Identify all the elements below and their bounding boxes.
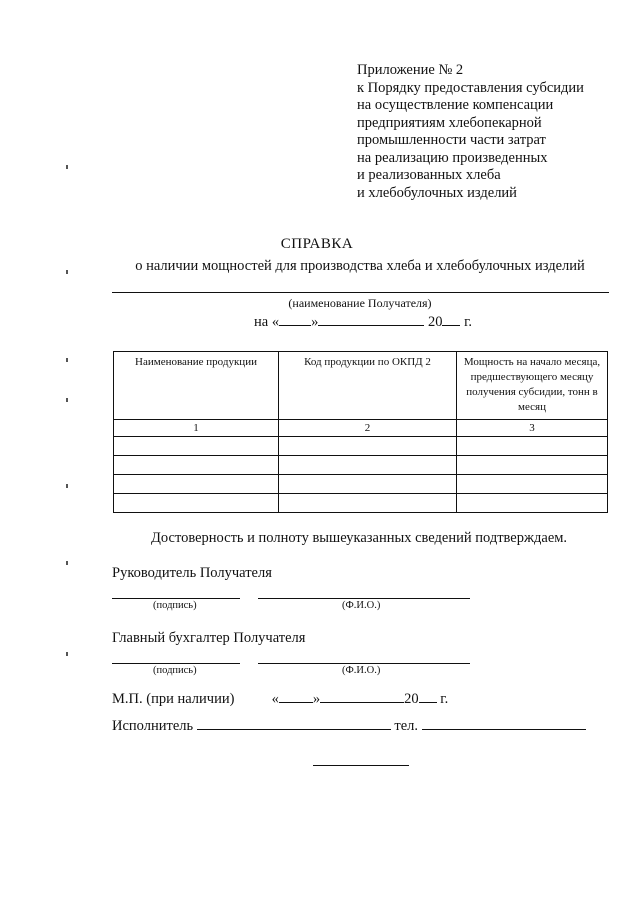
- executor-line: [112, 717, 586, 735]
- table-cell[interactable]: [457, 437, 608, 456]
- scan-mark: [66, 270, 68, 274]
- table-cell[interactable]: [114, 494, 279, 513]
- date-suffix: г.: [464, 314, 473, 330]
- table-cell[interactable]: [279, 456, 457, 475]
- head-signature-caption: (подпись): [153, 600, 197, 611]
- scan-mark: [66, 484, 68, 488]
- header-capacity: Мощность на начало месяца, предшествующего месяцу получения субсидии, тонн в месяц: [457, 352, 608, 420]
- scan-mark: [66, 561, 68, 565]
- head-fio-line[interactable]: [258, 598, 470, 599]
- scan-mark: [66, 652, 68, 656]
- date-year-prefix: 20: [427, 314, 443, 330]
- phone-label: тел.: [394, 718, 418, 734]
- header-product-code: Код продукции по ОКПД 2: [279, 352, 457, 420]
- phone-blank[interactable]: [422, 717, 586, 730]
- appendix-line: к Порядку предоставления субсидии: [357, 79, 584, 96]
- table-row: [114, 456, 608, 475]
- column-number: 1: [114, 420, 279, 437]
- appendix-line: промышленности части затрат: [357, 132, 546, 148]
- stamp-label: М.П. (при наличии): [112, 691, 235, 707]
- date-line: [254, 313, 472, 331]
- stamp-line: [112, 690, 448, 708]
- head-fio-caption: (Ф.И.О.): [342, 600, 381, 611]
- table-number-row: [114, 420, 608, 437]
- table-row: [114, 475, 608, 494]
- scan-mark: [66, 165, 68, 169]
- table-cell[interactable]: [457, 456, 608, 475]
- month-blank: [318, 313, 424, 326]
- stamp-quote-open: «: [271, 691, 279, 707]
- stamp-quote-close: »: [312, 691, 321, 707]
- table-cell[interactable]: [114, 475, 279, 494]
- column-number: 2: [279, 420, 457, 437]
- stamp-day-blank: [279, 690, 313, 703]
- stamp-suffix: г.: [440, 691, 449, 707]
- accountant-fio-line[interactable]: [258, 663, 470, 664]
- table-cell[interactable]: [457, 475, 608, 494]
- head-label: Руководитель Получателя: [112, 565, 272, 581]
- table-cell[interactable]: [114, 456, 279, 475]
- table-cell[interactable]: [457, 494, 608, 513]
- document-title: СПРАВКА: [280, 236, 354, 252]
- appendix-line: предприятиям хлебопекарной: [357, 114, 542, 131]
- table-cell[interactable]: [279, 437, 457, 456]
- table-cell[interactable]: [279, 475, 457, 494]
- executor-label: Исполнитель: [112, 718, 194, 734]
- recipient-caption: (наименование Получателя): [288, 296, 432, 310]
- scan-mark: [66, 398, 68, 402]
- table-cell[interactable]: [279, 494, 457, 513]
- stamp-month-blank: [320, 690, 404, 703]
- confirmation-text: Достоверность и полноту вышеуказанных сведений подтверждаем.: [151, 530, 568, 546]
- head-signature-line[interactable]: [112, 598, 240, 599]
- accountant-label: Главный бухгалтер Получателя: [112, 630, 306, 646]
- column-number: 3: [457, 420, 608, 437]
- stamp-year-prefix: 20: [404, 691, 419, 707]
- recipient-name-line: [112, 292, 609, 293]
- executor-blank[interactable]: [197, 717, 391, 730]
- date-mid: »: [311, 314, 319, 330]
- day-blank: [279, 313, 311, 326]
- appendix-block: [357, 62, 584, 202]
- accountant-fio-caption: (Ф.И.О.): [342, 665, 381, 676]
- capacity-table: [113, 351, 608, 513]
- table-row: [114, 494, 608, 513]
- table-cell[interactable]: [114, 437, 279, 456]
- appendix-line: и реализованных хлеба: [357, 167, 501, 183]
- appendix-line: на осуществление компенсации: [357, 97, 554, 113]
- stamp-year-blank: [419, 690, 437, 703]
- header-product-name: Наименование продукции: [114, 352, 279, 420]
- table-header-row: [114, 352, 608, 420]
- table-row: [114, 437, 608, 456]
- document-subtitle: о наличии мощностей для производства хлеба и хлебобулочных изделий: [135, 258, 585, 274]
- footer-rule: [313, 765, 409, 766]
- appendix-line: на реализацию произведенных: [357, 149, 548, 166]
- appendix-line: Приложение № 2: [357, 62, 464, 78]
- scan-mark: [66, 358, 68, 362]
- year-blank: [442, 313, 460, 326]
- accountant-signature-caption: (подпись): [153, 665, 197, 676]
- accountant-signature-line[interactable]: [112, 663, 240, 664]
- appendix-line: и хлебобулочных изделий: [357, 184, 517, 201]
- date-prefix: на «: [254, 314, 280, 330]
